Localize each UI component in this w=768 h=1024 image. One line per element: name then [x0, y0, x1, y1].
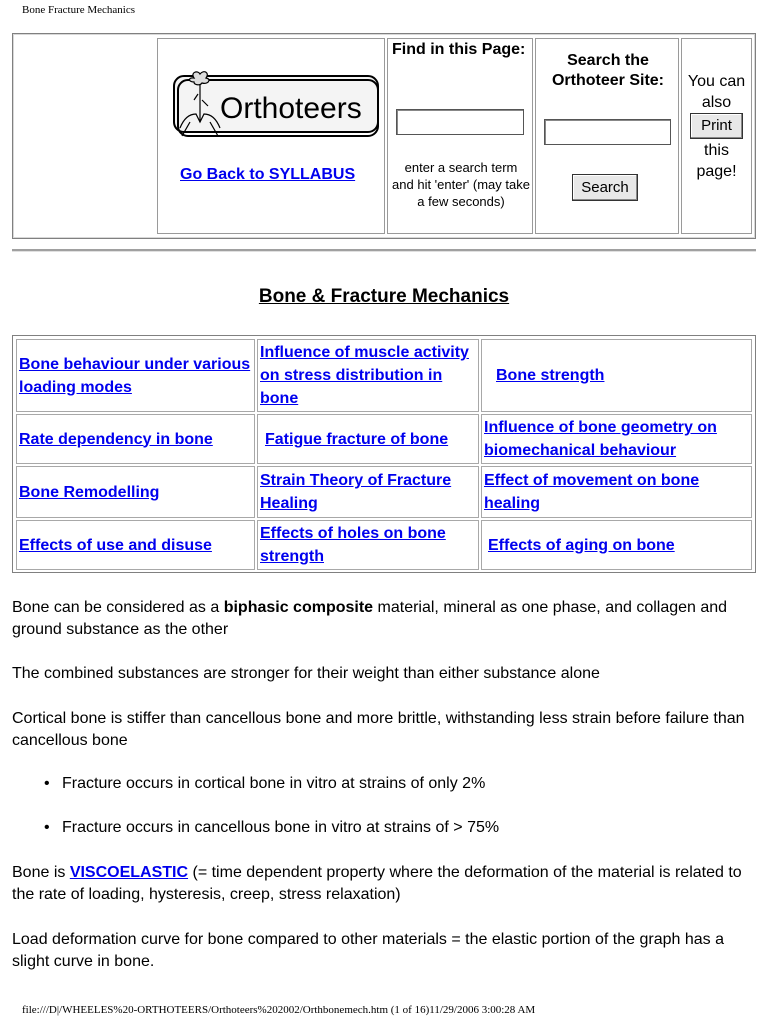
paragraph-load-deformation: Load deformation curve for bone compared to other materials = the elastic portion of the graph has a slight curve in bone. [12, 931, 724, 970]
print-button[interactable]: Print [690, 113, 743, 139]
find-title: Find in this Page: [392, 41, 526, 58]
p4-text-after: (= time dependent property where the deformation of the material is related to the rate of loading, hysteresis, creep, stress relaxation) [12, 864, 742, 903]
logo-cell [157, 38, 385, 234]
site-header-table [12, 33, 756, 239]
topic-cell [16, 339, 255, 412]
find-in-page-input[interactable] [396, 109, 524, 135]
topic-link[interactable]: Effects of aging on bone [488, 536, 675, 554]
page-title: Bone & Fracture Mechanics [258, 286, 510, 307]
site-search-cell [535, 38, 679, 234]
p1-bold: biphasic composite [223, 599, 374, 616]
header-spacer-cell [16, 38, 156, 234]
topic-cell [481, 339, 752, 412]
paragraph-viscoelastic [12, 862, 752, 906]
topic-cell [257, 414, 479, 464]
bullet-dot: • [44, 775, 50, 792]
print-text-before: You can also [687, 73, 746, 111]
p1-text-after: material, mineral as one phase, and collagen and ground substance as the other [12, 599, 728, 638]
list-item-text: Fracture occurs in cancellous bone in vitro at strains of > 75% [62, 819, 500, 836]
topic-link[interactable]: Strain Theory of Fracture Healing [260, 472, 452, 512]
site-search-title: Search the Orthoteer Site: [551, 52, 664, 89]
topic-link[interactable]: Influence of bone geometry on biomechanical behaviour [484, 419, 717, 459]
topic-cell [481, 414, 752, 464]
topic-cell [16, 414, 255, 464]
topic-cell [481, 520, 752, 570]
site-search-input[interactable] [544, 119, 671, 145]
topic-link[interactable]: Fatigue fracture of bone [265, 430, 449, 448]
print-cell [681, 38, 752, 234]
bullet-dot: • [44, 819, 50, 836]
topic-cell [16, 520, 255, 570]
paragraph-cortical: Cortical bone is stiffer than cancellous bone and more brittle, withstanding less strain before failure than cancellous bone [12, 710, 745, 749]
viscoelastic-link[interactable]: VISCOELASTIC [69, 864, 189, 881]
p1-text: Bone can be considered as a [12, 599, 224, 616]
print-text-after: this page! [696, 142, 737, 180]
list-item-text: Fracture occurs in cortical bone in vitro at strains of only 2% [62, 775, 486, 792]
topic-cell [257, 466, 479, 518]
topic-cell [257, 339, 479, 412]
paragraph-biphasic [12, 597, 752, 641]
logo-text: Orthoteers [220, 92, 362, 125]
find-in-page-cell [387, 38, 533, 234]
p4-text: Bone is [12, 864, 70, 881]
topic-link[interactable]: Bone Remodelling [19, 483, 160, 501]
topic-link[interactable]: Bone strength [496, 367, 605, 384]
topic-link[interactable]: Bone behaviour under various loading modes [19, 355, 251, 396]
topic-cell [16, 466, 255, 518]
topic-link[interactable]: Effects of use and disuse [19, 536, 212, 554]
topics-table [12, 335, 756, 573]
topic-link[interactable]: Effects of holes on bone strength [260, 525, 446, 565]
topic-link[interactable]: Effect of movement on bone healing [484, 472, 700, 512]
back-to-syllabus-link[interactable]: Go Back to SYLLABUS [180, 166, 356, 183]
print-header: Bone Fracture Mechanics [22, 4, 136, 16]
topic-cell [481, 466, 752, 518]
topic-link[interactable]: Influence of muscle activity on stress distribution in bone [260, 344, 469, 407]
paragraph-combined: The combined substances are stronger for their weight than either substance alone [12, 665, 600, 682]
print-footer: file:///D|/WHEELES%20-ORTHOTEERS/Orthoteers%202002/Orthbonemech.htm (1 of 16)11/29/2006 3:00:28 AM [22, 1004, 536, 1016]
horizontal-rule [12, 249, 756, 252]
find-help-text: enter a search term and hit 'enter' (may take a few seconds) [392, 160, 530, 209]
topic-cell [257, 520, 479, 570]
orthoteers-logo[interactable] [160, 70, 380, 140]
topic-link[interactable]: Rate dependency in bone [19, 430, 213, 448]
search-button[interactable]: Search [572, 174, 638, 201]
